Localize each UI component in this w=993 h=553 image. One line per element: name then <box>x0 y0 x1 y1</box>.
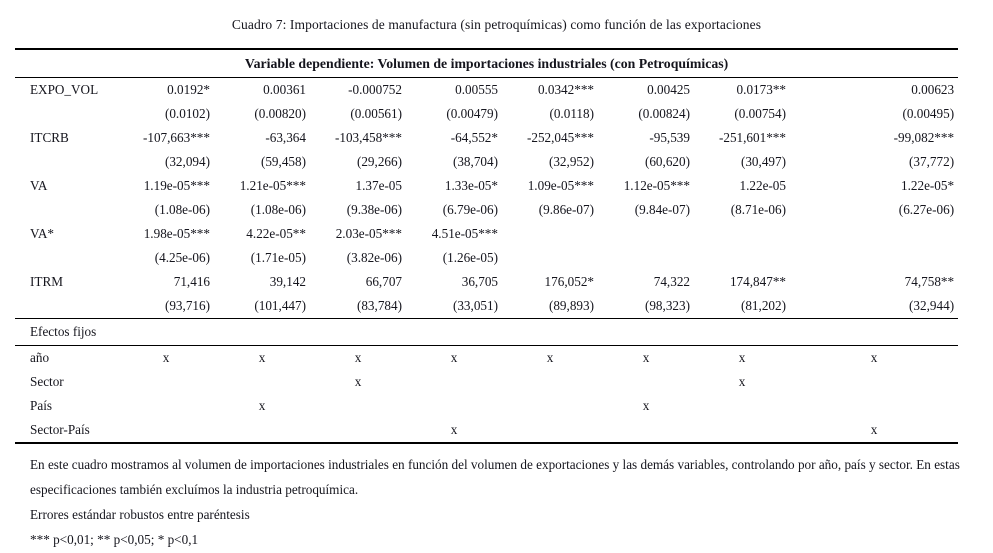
coefficient-cell: 4.22e-05** <box>246 226 306 241</box>
variable-label: VA* <box>30 226 54 241</box>
coefficient-cell: -103,458*** <box>334 130 402 145</box>
dependent-variable-header-row <box>15 49 958 78</box>
stderr-cell: (0.00754) <box>734 106 786 121</box>
fixed-effect-mark <box>598 418 694 443</box>
stderr-cell: (32,944) <box>790 294 958 319</box>
variable-label: ITRM <box>30 274 63 289</box>
stderr-cell: (33,051) <box>406 294 502 319</box>
note-description: En este cuadro mostramos al volumen de importaciones industriales en función del volumen de exportaciones y las demás variables, controlando por año, país y sector. En estas especificaciones también excluímos la industria petroquímica. <box>30 457 960 497</box>
fixed-effect-mark: x <box>450 350 458 365</box>
stderr-cell: (0.00495) <box>902 106 955 121</box>
coefficient-cell: 174,847** <box>729 274 786 289</box>
stderr-cell: (0.00820) <box>254 106 306 121</box>
stderr-cell: (59,458) <box>260 154 306 169</box>
fixed-effect-mark: x <box>406 418 502 443</box>
stderr-cell: (98,323) <box>598 294 694 319</box>
note-significance-levels: *** p<0,01; ** p<0,05; * p<0,1 <box>30 532 199 547</box>
coefficient-cell: 0.0173** <box>736 82 786 97</box>
stderr-cell: (3.82e-06) <box>346 250 402 265</box>
stderr-cell: (6.27e-06) <box>898 202 955 217</box>
stderr-cell: (101,447) <box>214 294 310 319</box>
fixed-effect-mark <box>790 370 958 394</box>
fixed-effect-mark: x <box>258 350 266 365</box>
fixed-effect-mark <box>406 370 502 394</box>
stderr-cell: (6.79e-06) <box>442 202 498 217</box>
stderr-row <box>15 246 958 270</box>
stderr-label-spacer <box>15 150 118 174</box>
stderr-label-spacer <box>15 198 118 222</box>
fixed-effects-section <box>15 346 958 444</box>
fixed-effect-mark: x <box>162 350 170 365</box>
fixed-effect-label: Sector-País <box>15 418 118 443</box>
variable-label: EXPO_VOL <box>30 82 99 97</box>
coefficient-cell: 71,416 <box>173 274 210 289</box>
fixed-effect-mark <box>118 370 214 394</box>
coefficient-cell: 0.00425 <box>647 82 690 97</box>
coefficient-row <box>15 174 958 198</box>
coefficient-cell: 1.19e-05*** <box>143 178 210 193</box>
fixed-effect-mark: x <box>546 350 554 365</box>
stderr-cell: (37,772) <box>909 154 955 169</box>
stderr-cell: (9.38e-06) <box>346 202 402 217</box>
fixed-effect-mark <box>502 394 598 418</box>
fixed-effect-mark <box>406 394 502 418</box>
stderr-cell: (32,952) <box>548 154 594 169</box>
coefficient-cell <box>502 222 598 246</box>
fixed-effect-mark <box>214 370 310 394</box>
coefficient-cell: 74,758** <box>904 274 955 289</box>
note-standard-errors: Errores estándar robustos entre paréntesis <box>30 507 250 522</box>
coefficient-cell: -64,552* <box>450 130 498 145</box>
coefficient-cell: 66,707 <box>365 274 402 289</box>
stderr-cell: (0.00479) <box>446 106 498 121</box>
coefficient-cell <box>598 222 694 246</box>
stderr-row <box>15 102 958 126</box>
coefficient-cell: 1.09e-05*** <box>527 178 594 193</box>
coefficient-cell: 0.00555 <box>455 82 498 97</box>
coefficient-row <box>15 126 958 150</box>
variable-label: ITCRB <box>30 130 69 145</box>
coefficient-cell: 0.00361 <box>263 82 306 97</box>
coefficient-row <box>15 78 958 103</box>
stderr-cell <box>790 246 958 270</box>
stderr-cell: (30,497) <box>740 154 786 169</box>
coefficient-cell: 176,052* <box>544 274 594 289</box>
fixed-effect-mark: x <box>870 350 878 365</box>
coefficient-cell: 2.03e-05*** <box>335 226 402 241</box>
stderr-cell <box>598 246 694 270</box>
fixed-effects-header: Efectos fijos <box>15 319 958 346</box>
stderr-cell: (93,716) <box>118 294 214 319</box>
stderr-cell: (9.84e-07) <box>634 202 690 217</box>
stderr-cell: (0.0118) <box>549 106 594 121</box>
table-notes <box>30 452 973 552</box>
fixed-effect-mark <box>310 394 406 418</box>
coefficient-cell: -251,601*** <box>718 130 786 145</box>
fixed-effect-label: Sector <box>30 374 64 389</box>
coefficient-cell: 4.51e-05*** <box>431 226 498 241</box>
fixed-effect-mark: x <box>642 398 650 413</box>
coefficient-cell: -107,663*** <box>142 130 210 145</box>
coefficient-cell: -99,082*** <box>893 130 955 145</box>
fixed-effect-row <box>15 394 958 418</box>
stderr-cell: (9.86e-07) <box>538 202 594 217</box>
coefficient-cell: 1.22e-05 <box>739 178 786 193</box>
dependent-variable-header: Variable dependiente: Volumen de importaciones industriales (con Petroquímicas) <box>15 49 958 78</box>
coefficient-cell: -95,539 <box>649 130 690 145</box>
coefficient-cell: 36,705 <box>461 274 498 289</box>
coefficient-row <box>15 222 958 246</box>
stderr-label-spacer <box>15 294 118 319</box>
stderr-row <box>15 198 958 222</box>
stderr-cell: (81,202) <box>694 294 790 319</box>
fixed-effect-mark: x <box>642 350 650 365</box>
coefficient-cell: 1.22e-05* <box>900 178 955 193</box>
fixed-effect-mark: x <box>738 374 746 389</box>
fixed-effect-mark: x <box>354 350 362 365</box>
stderr-cell: (1.08e-06) <box>250 202 306 217</box>
stderr-cell: (1.71e-05) <box>250 250 306 265</box>
coefficient-row <box>15 270 958 294</box>
coefficient-cell: 0.0192* <box>167 82 210 97</box>
coefficient-cell: 1.37e-05 <box>355 178 402 193</box>
fixed-effect-label: año <box>30 350 50 365</box>
fixed-effect-row <box>15 346 958 371</box>
fixed-effect-mark <box>598 370 694 394</box>
stderr-label-spacer <box>15 102 118 126</box>
coefficient-cell: -252,045*** <box>526 130 594 145</box>
regression-table <box>15 48 958 444</box>
fixed-effect-mark <box>694 394 790 418</box>
stderr-cell: (83,784) <box>310 294 406 319</box>
coefficient-cell: 74,322 <box>653 274 690 289</box>
coefficient-cell: 39,142 <box>269 274 306 289</box>
coefficient-cell: 1.33e-05* <box>444 178 498 193</box>
fixed-effect-mark: x <box>354 374 362 389</box>
fixed-effect-mark <box>310 418 406 443</box>
stderr-cell: (0.00824) <box>638 106 690 121</box>
stderr-label-spacer <box>15 246 118 270</box>
stderr-cell: (8.71e-06) <box>730 202 786 217</box>
fixed-effect-mark <box>694 418 790 443</box>
stderr-cell: (60,620) <box>644 154 690 169</box>
coefficients-section <box>15 78 958 319</box>
stderr-cell <box>502 246 598 270</box>
fixed-effects-title-section <box>15 319 958 346</box>
coefficient-cell: 1.98e-05*** <box>143 226 210 241</box>
coefficient-cell: 1.12e-05*** <box>623 178 690 193</box>
fixed-effect-mark: x <box>738 350 746 365</box>
stderr-row <box>15 294 958 319</box>
stderr-cell: (1.26e-05) <box>442 250 498 265</box>
coefficient-cell: -63,364 <box>265 130 306 145</box>
stderr-cell: (1.08e-06) <box>154 202 210 217</box>
stderr-cell: (29,266) <box>356 154 402 169</box>
variable-label: VA <box>30 178 48 193</box>
fixed-effect-row <box>15 370 958 394</box>
coefficient-cell: 0.0342*** <box>537 82 594 97</box>
stderr-cell: (38,704) <box>452 154 498 169</box>
coefficient-cell <box>790 222 958 246</box>
coefficient-cell: 0.00623 <box>911 82 955 97</box>
fixed-effect-mark <box>118 394 214 418</box>
fixed-effect-label: País <box>30 398 52 413</box>
fixed-effects-header-row <box>15 319 958 346</box>
fixed-effect-mark <box>118 418 214 443</box>
coefficient-cell: 1.21e-05*** <box>239 178 306 193</box>
stderr-cell: (0.0102) <box>164 106 210 121</box>
fixed-effect-mark <box>790 394 958 418</box>
fixed-effect-mark <box>214 418 310 443</box>
stderr-cell: (4.25e-06) <box>154 250 210 265</box>
stderr-cell <box>694 246 790 270</box>
coefficient-cell: -0.000752 <box>348 82 402 97</box>
fixed-effect-mark: x <box>258 398 266 413</box>
coefficient-cell <box>694 222 790 246</box>
fixed-effect-mark: x <box>790 418 958 443</box>
stderr-cell: (0.00561) <box>350 106 402 121</box>
table-caption: Cuadro 7: Importaciones de manufactura (sin petroquímicas) como función de las exportaciones <box>231 17 762 32</box>
stderr-row <box>15 150 958 174</box>
stderr-cell: (32,094) <box>164 154 210 169</box>
fixed-effect-row <box>15 418 958 443</box>
fixed-effect-mark <box>502 370 598 394</box>
fixed-effect-mark <box>502 418 598 443</box>
stderr-cell: (89,893) <box>502 294 598 319</box>
